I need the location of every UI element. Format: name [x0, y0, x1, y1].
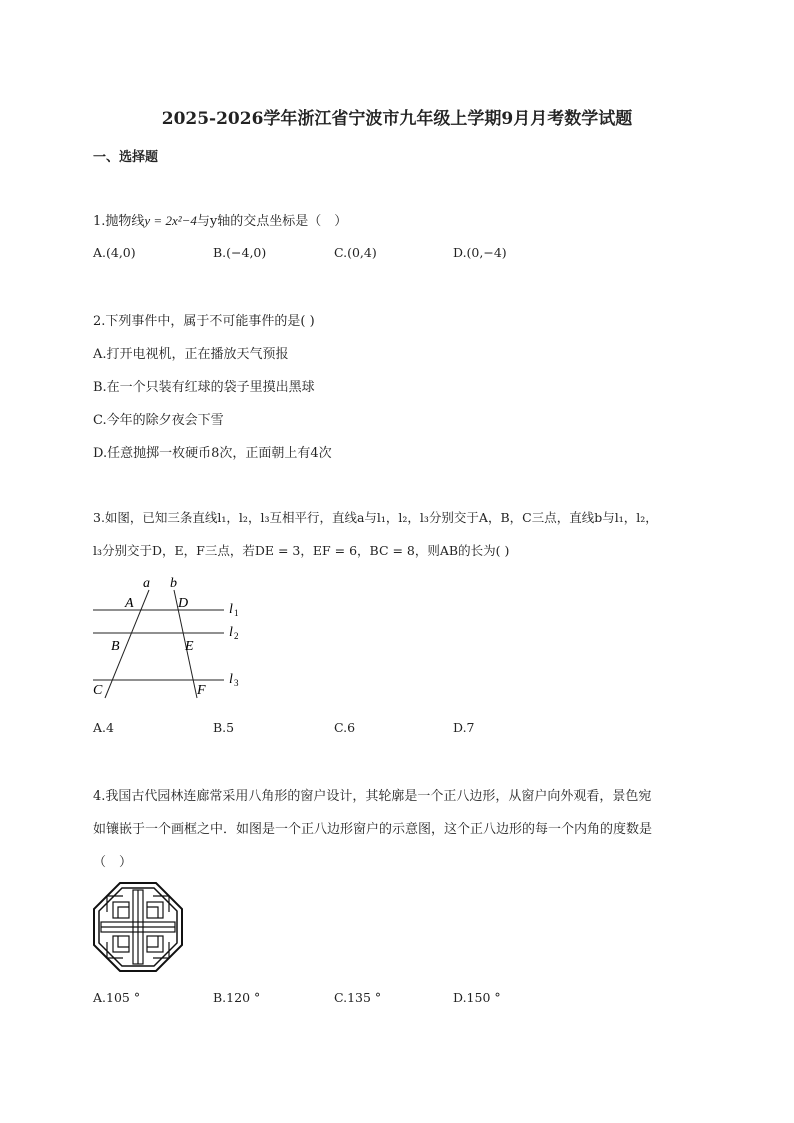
- q3-option-d: D.7: [453, 720, 475, 735]
- q1-option-b: B.(−4,0): [213, 245, 267, 260]
- question-4-line-3: （ ）: [93, 855, 133, 870]
- line-l3-label: l: [229, 672, 233, 687]
- question-4-line-2: 如镶嵌于一个画框之中．如图是一个正八边形窗户的示意图，这个正八边形的每一个内角的度数是: [93, 822, 653, 837]
- line-l1-label: l: [229, 602, 233, 617]
- q4-option-a: A.105 °: [93, 990, 141, 1005]
- q2-option-b: B.在一个只装有红球的袋子里摸出黑球: [93, 380, 315, 395]
- octagon-window-figure: [93, 882, 183, 972]
- page-title: 2025-2026学年浙江省宁波市九年级上学期9月月考数学试题: [161, 109, 633, 129]
- q1-option-d: D.(0,−4): [453, 245, 507, 260]
- q1-post: 与y轴的交点坐标是（ ）: [196, 214, 348, 229]
- point-d-label: D: [178, 596, 189, 611]
- question-4-line-1: 4.我国古代园林连廊常采用八角形的窗户设计，其轮廓是一个正八边形，从窗户向外观看，景色宛: [93, 789, 652, 804]
- point-a-label: A: [125, 596, 134, 611]
- point-f-label: F: [197, 683, 206, 698]
- parallel-lines-figure: [88, 570, 248, 702]
- q1-formula: y = 2x²−4: [144, 213, 197, 228]
- question-3-line-2: l₃分别交于D，E，F三点，若DE = 3，EF = 6，BC = 8，则AB的长为( ): [93, 543, 510, 558]
- point-c-label: C: [93, 683, 103, 698]
- line-l3-subscript: 3: [234, 678, 239, 688]
- line-l2-label: l: [229, 625, 233, 640]
- q2-option-d: D.任意抛掷一枚硬币8次，正面朝上有4次: [93, 446, 332, 461]
- q4-option-c: C.135 °: [334, 990, 382, 1005]
- point-e-label: E: [185, 639, 194, 654]
- q4-option-d: D.150 °: [453, 990, 501, 1005]
- question-1-stem: [93, 210, 347, 229]
- q1-pre: 1.抛物线: [93, 214, 145, 229]
- q2-option-c: C.今年的除夕夜会下雪: [93, 413, 224, 428]
- q2-option-a: A.打开电视机，正在播放天气预报: [93, 347, 289, 362]
- q1-option-c: C.(0,4): [334, 245, 377, 260]
- q4-option-b: B.120 °: [213, 990, 261, 1005]
- question-2-stem: 2.下列事件中，属于不可能事件的是( ): [93, 314, 315, 329]
- q1-option-a: A.(4,0): [93, 245, 136, 260]
- section-heading: 一、选择题: [93, 150, 159, 165]
- line-l1-subscript: 1: [234, 608, 239, 618]
- line-a-label: a: [143, 576, 150, 591]
- q3-option-c: C.6: [334, 720, 356, 735]
- q3-option-a: A.4: [93, 720, 114, 735]
- question-3-line-1: 3.如图，已知三条直线l₁，l₂，l₃互相平行，直线a与l₁，l₂，l₃分别交于A，B，C三点，直线b与l₁，l₂，: [93, 510, 658, 525]
- point-b-label: B: [111, 639, 120, 654]
- q3-option-b: B.5: [213, 720, 235, 735]
- line-b-label: b: [170, 576, 177, 591]
- line-l2-subscript: 2: [234, 631, 239, 641]
